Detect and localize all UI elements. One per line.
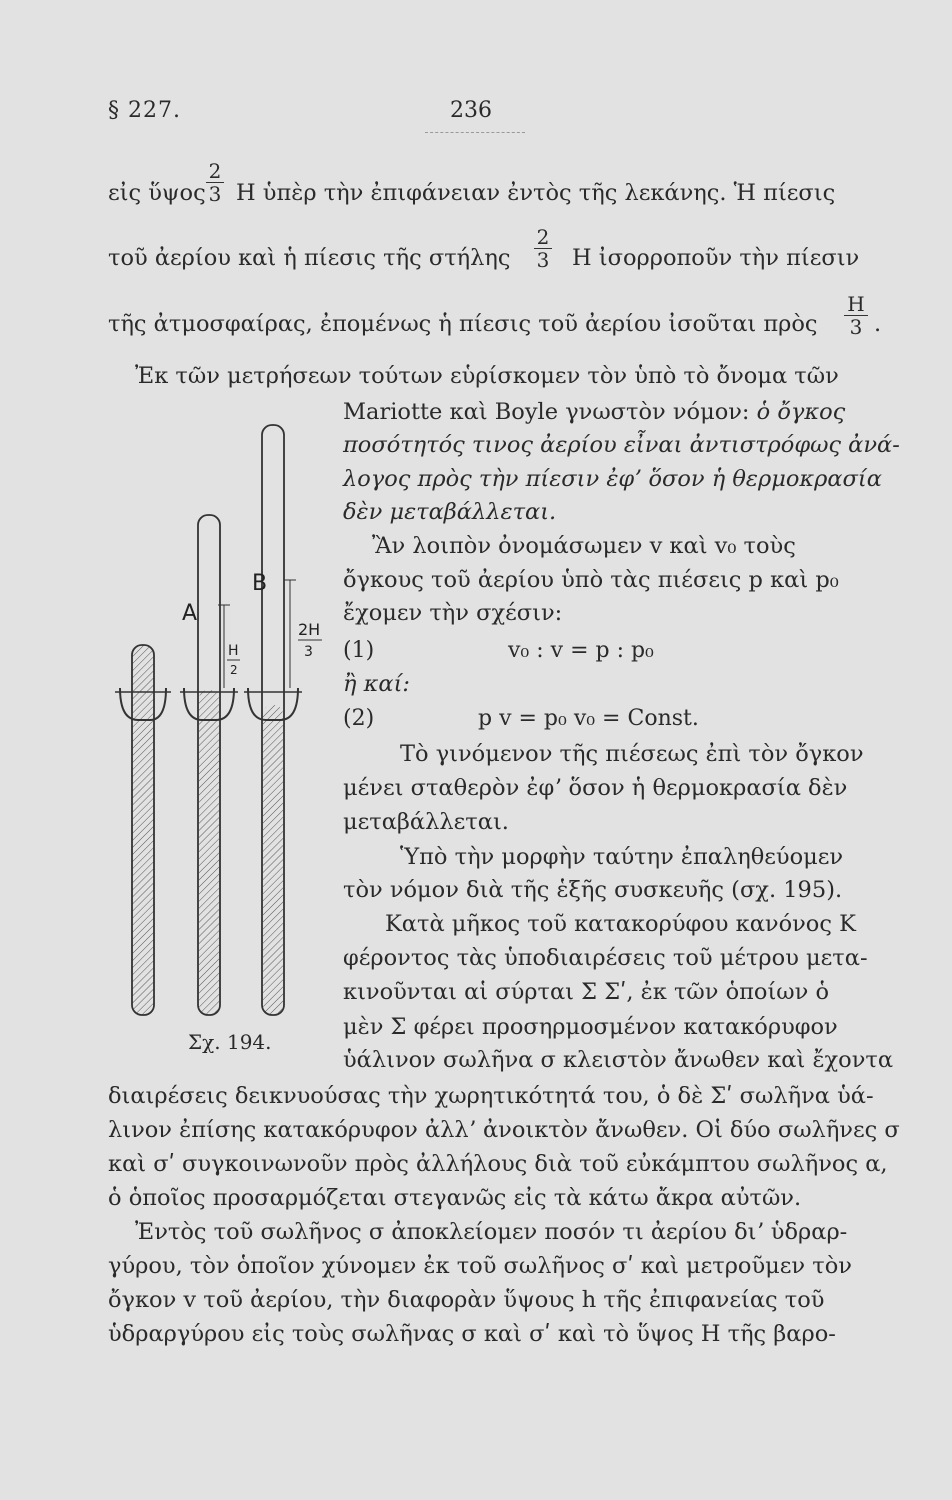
text-line-15: Τὸ γινόμενον τῆς πιέσεως ἐπὶ τὸν ὄγκον: [400, 741, 864, 767]
text-line-29: Ἐντὸς τοῦ σωλῆνος σ ἀποκλείομεν ποσόν τι ἀερίου διʼ ὑδραρ-: [135, 1219, 848, 1245]
figure-barometer-tubes: [100, 420, 340, 1040]
tube-left: [115, 645, 171, 1015]
label-b: B: [252, 571, 268, 596]
equation-2: p v = p₀ v₀ = Const.: [478, 706, 699, 731]
text-line-1a: εἰς ὕψος: [108, 180, 206, 206]
text-line-31: ὄγκον v τοῦ ἀερίου, τὴν διαφορὰν ὕψους h τῆς ἐπιφανείας τοῦ: [108, 1287, 825, 1313]
text-line-3b: .: [874, 311, 882, 337]
label-h-half-den: 2: [230, 663, 238, 677]
tube-right: [244, 425, 302, 1015]
fraction-two-thirds-1: [205, 160, 225, 205]
text-line-3a: τῆς ἀτμοσφαίρας, ἐπομένως ἡ πίεσις τοῦ ἀερίου ἰσοῦται πρὸς: [108, 311, 818, 337]
label-h-half-num: H: [228, 643, 239, 659]
figure-caption: Σχ. 194.: [188, 1030, 272, 1054]
text-line-10: ὄγκους τοῦ ἀερίου ὑπὸ τὰς πιέσεις p καὶ p₀: [343, 567, 839, 593]
text-line-13: ἢ καί:: [343, 671, 410, 697]
label-2h-third-den: 3: [304, 644, 313, 660]
text-line-1b: H ὑπὲρ τὴν ἐπιφάνειαν ἐντὸς τῆς λεκάνης. Ἡ πίεσις: [236, 180, 836, 206]
text-line-6: ποσότητός τινος ἀερίου εἶναι ἀντιστρόφως ἀνά-: [343, 432, 900, 458]
text-line-18: Ὑπὸ τὴν μορφὴν ταύτην ἐπαληθεύομεν: [400, 844, 844, 870]
fraction-numerator: 2: [208, 159, 222, 183]
text-line-5: [343, 397, 845, 427]
section-number: § 227.: [108, 98, 181, 123]
text-line-24: ὑάλινον σωλῆνα σ κλειστὸν ἄνωθεν καὶ ἔχοντα: [343, 1047, 894, 1073]
text-line-27: καὶ σʹ συγκοινωνοῦν πρὸς ἀλλήλους διὰ τοῦ εὐκάμπτου σωλῆνος α,: [108, 1151, 888, 1177]
label-2h-third-num: 2H: [298, 620, 321, 639]
text-line-8: δὲν μεταβάλλεται.: [343, 499, 557, 525]
fraction-h-third: [842, 293, 870, 338]
fraction-numerator: H: [847, 292, 865, 316]
text-line-11: ἔχομεν τὴν σχέσιν:: [343, 600, 563, 626]
fraction-denominator: 3: [536, 248, 550, 272]
text-line-32: ὑδραργύρου εἰς τοὺς σωλῆνας σ καὶ σʹ καὶ τὸ ὕψος H τῆς βαρο-: [108, 1321, 836, 1347]
text-line-20: Κατὰ μῆκος τοῦ κατακορύφου κανόνος K: [385, 911, 856, 937]
text-line-28: ὁ ὁποῖος προσαρμόζεται στεγανῶς εἰς τὰ κάτω ἄκρα αὐτῶν.: [108, 1185, 802, 1211]
equation-1: v₀ : v = p : p₀: [508, 638, 654, 663]
text-line-7: λογος πρὸς τὴν πίεσιν ἐφʼ ὅσον ἡ θερμοκρασία: [343, 466, 882, 492]
text-line-5b: ὁ ὄγκος: [756, 399, 846, 425]
text-line-2a: τοῦ ἀερίου καὶ ἡ πίεσις τῆς στήλης: [108, 245, 511, 271]
fraction-denominator: 3: [849, 315, 863, 339]
text-line-5a: Mariotte καὶ Boyle γνωστὸν νόμον:: [343, 399, 750, 425]
text-line-22: κινοῦνται αἱ σύρται Σ Σʹ, ἐκ τῶν ὁποίων ὁ: [343, 979, 830, 1005]
text-line-16: μένει σταθερὸν ἐφʼ ὅσον ἡ θερμοκρασία δὲν: [343, 775, 848, 801]
fraction-numerator: 2: [536, 225, 550, 249]
fraction-two-thirds-2: [533, 226, 553, 271]
text-line-21: φέροντος τὰς ὑποδιαιρέσεις τοῦ μέτρου μετα-: [343, 945, 868, 971]
text-line-19: τὸν νόμον διὰ τῆς ἑξῆς συσκευῆς (σχ. 195).: [343, 877, 843, 903]
text-line-9: Ἂν λοιπὸν ὀνομάσωμεν v καὶ v₀ τοὺς: [372, 533, 796, 559]
tube-middle: [180, 515, 238, 1015]
text-line-30: γύρου, τὸν ὁποῖον χύνομεν ἐκ τοῦ σωλῆνος σʹ καὶ μετροῦμεν τὸν: [108, 1253, 852, 1279]
text-line-4: Ἐκ τῶν μετρήσεων τούτων εὑρίσκομεν τὸν ὑπὸ τὸ ὄνομα τῶν: [135, 363, 839, 389]
text-line-26: λινον ἐπίσης κατακόρυφον ἀλλʼ ἀνοικτὸν ἄνωθεν. Οἱ δύο σωλῆνες σ: [108, 1117, 900, 1143]
page-number: 236: [450, 98, 492, 123]
text-line-25: διαιρέσεις δεικνυούσας τὴν χωρητικότητά του, ὁ δὲ Σʹ σωλῆνα ὑά-: [108, 1083, 874, 1109]
equation-1-label: (1): [343, 638, 375, 663]
header-rule: [425, 132, 525, 133]
fraction-denominator: 3: [208, 182, 222, 206]
label-a: A: [182, 601, 198, 626]
text-line-23: μὲν Σ φέρει προσηρμοσμένον κατακόρυφον: [343, 1014, 838, 1040]
text-line-17: μεταβάλλεται.: [343, 809, 509, 835]
equation-2-label: (2): [343, 706, 375, 731]
text-line-2b: H ἰσορροποῦν τὴν πίεσιν: [572, 245, 860, 271]
